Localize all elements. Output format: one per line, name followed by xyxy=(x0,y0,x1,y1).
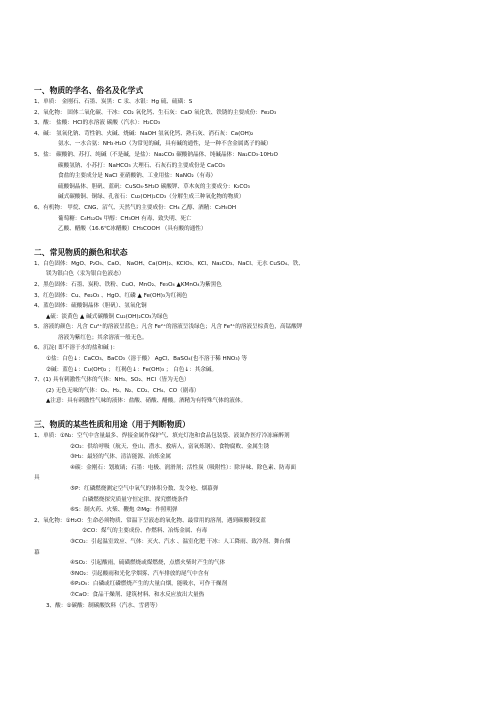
text-line: ⑤P：红磷燃烧测定空气中氧气的体积分数、发令枪、烟幕弹 xyxy=(70,486,219,492)
text-line: ⑥P₂O₅：白磷或红磷燃烧产生的大量白烟，能吸水，可作干燥剂 xyxy=(70,581,228,588)
text-line: 4、碱： 氢氧化钠、苛性钠、火碱、烧碱：NaOH 氢氧化钙、熟石灰、消石灰：Ca(OH)₂ xyxy=(34,130,254,137)
text-line: 碱式碳酸铜、铜绿、孔雀石：Cu₂(OH)₂CO₃（分解生成三种氧化物的物质） xyxy=(58,194,245,201)
text-line: 6、有机物： 甲烷、CNG、沼气、天然气的主要成份：CH₄ 乙醇、酒精：C₂H₅OH xyxy=(34,204,237,211)
text-line: 2、氧化物： 固体二氧化碳、干冰：CO₂ 氧化钙、生石灰：CaO 氧化铁、铁锈的主要成份：Fe₂O₃ xyxy=(34,109,277,116)
text-line: 具 xyxy=(34,475,40,482)
text-line: 乙酸、醋酸（16.6℃冰醋酸）CH₃COOH （具有酸的通性） xyxy=(58,226,207,233)
text-line: 硫酸铜晶体、胆矾、蓝矾：CuSO₄·5H₂O 碳酸钾、草木灰的主要成分：K₂CO₃ xyxy=(58,183,250,190)
text-line: 7、(1) 具有刺激性气体的气体：NH₃、SO₂、HCl（皆为无色） xyxy=(34,377,190,384)
text-line: 食盐的主要成分是 NaCl 亚硝酸钠、工业用盐：NaNO₂（有毒） xyxy=(58,173,217,180)
text-line: ③CO₂：引起温室效应、气体：灭火、汽水 、温室化肥 干冰：人工降雨、致冷剂、舞台烟 xyxy=(70,538,291,545)
text-line: ④碳：金刚石：划玻璃；石墨：电极、润滑剂；活性炭（吸附性）：除异味、除色素、防毒面 xyxy=(70,464,296,471)
text-line: ⑥S：制火药、火柴、鞭炮 ⑦Mg：作照明弹 xyxy=(70,507,178,514)
text-line: 氨水、一水合氨：NH₃·H₂O（为常见的碱，具有碱的通性，是一种不含金属离子的碱） xyxy=(58,141,272,148)
text-line: ③H₂：最轻的气体、清洁能源、冶炼金属 xyxy=(70,454,171,461)
text-line: ▲注意：具有刺激性气味的液体：盐酸、硝酸、醋酸。酒精为有特殊气体的液体。 xyxy=(46,398,247,405)
document-body xyxy=(34,84,474,611)
text-line: 3、红色固体：Cu、Fe₂O₃ 、HgO、红磷 ▲ Fe(OH)₃为红褐色 xyxy=(34,292,188,299)
section-heading: 二、常见物质的颜色和状态 xyxy=(34,247,128,257)
text-line: ②碱：蓝色↓：Cu(OH)₂ ； 红褐色↓：Fe(OH)₃ ； 白色↓：其余碱。 xyxy=(46,366,218,373)
text-line: ⑤NO₂：引起酸雨和光化学烟雾、汽车排放的尾气中含有 xyxy=(70,570,209,577)
text-line: ④SO₂：引起酸雨，硫磺燃烧或煤燃烧，点燃火柴时产生的气体 xyxy=(70,560,226,567)
text-line: ▲硫：淡黄色 ▲ 碱式碳酸铜 Cu₂(OH)₂CO₃为绿色 xyxy=(46,313,169,320)
text-line: 葡萄糖：C₆H₁₂O₆ 甲醇：CH₃OH 有毒、致失明、死亡 xyxy=(58,215,192,222)
text-line: 碳酸氢钠、小苏打：NaHCO₃ 大理石、石灰石的主要成份是 CaCO₃ xyxy=(58,162,225,169)
text-line: 5、溶液的颜色：凡含 Cu²⁺的溶液呈蓝色；凡含 Fe²⁺的溶液呈浅绿色；凡含 Fe³⁺的溶液呈棕黄色，高锰酸钾 xyxy=(34,324,303,331)
text-line: ①盐：白色↓：CaCO₃、BaCO₃（溶于酸） AgCl、BaSO₄(也不溶于稀 HNO₃) 等 xyxy=(46,356,248,363)
text-line: 2、氧化物：①H₂O：生命必须物质、常温下呈液态的氧化物、最常用的溶剂，遇到碳酸钢变蓝 xyxy=(34,517,266,524)
text-line: 1、白色固体：MgO、P₂O₅、CaO、 NaOH、Ca(OH)₂、KClO₃、KCl、Na₂CO₃、NaCl、无水 CuSO₄、铁、 xyxy=(34,260,304,267)
section-heading: 三、物质的某些性质和用途（用于判断物质） xyxy=(34,420,190,430)
text-line: 6、沉淀( 即不溶于水的盐和碱 )： xyxy=(34,345,119,352)
text-line: 5、盐： 碳酸钠、苏打、纯碱（不是碱，是盐）：Na₂CO₃ 碳酸钠晶体、纯碱晶体：Na₂CO₃·10H₂O xyxy=(34,151,278,158)
text-line: 3、酸：①碳酸：制碳酸饮料（汽水、雪碧等） xyxy=(46,602,161,609)
text-line: 3、酸： 盐酸：HCl的水溶液 碳酸（汽水）：H₂CO₃ xyxy=(34,120,161,127)
text-line: 4、蓝色固体：硫酸铜晶体（胆矾）、氢氧化铜 xyxy=(34,303,147,310)
text-line: ②CO：煤气的主要成份、作燃料、冶炼金属、有毒 xyxy=(82,528,208,535)
text-line: 1、单质：①N₂：空气中含量最多、焊接金属作保护气、填充灯泡和食品包装袋、液氮作医疗冷冻麻醉剂 xyxy=(34,433,290,440)
text-line: 幕 xyxy=(34,549,40,556)
text-line: 2、黑色固体：石墨、炭粉、铁粉、CuO、MnO₂、Fe₃O₄ ▲KMnO₄为紫黑色 xyxy=(34,281,222,288)
text-line: 镁为银白色（汞为银白色液态） xyxy=(46,271,125,278)
section-heading: 一、物质的学名、俗名及化学式 xyxy=(34,86,144,95)
text-line: 溶液为紫红色；其余溶液一般无色。 xyxy=(58,334,148,341)
text-line: ②O₂：供给呼吸（航天、登山、潜水、救病人，富氧炼钢）、食物腐败、金属生锈 xyxy=(70,443,270,450)
text-line: ⑦CaO：食品干燥剂、建筑材料、和水反应放出大量热 xyxy=(70,591,205,598)
text-line: 白磷燃烧探究质量守恒定律、探究燃烧条件 xyxy=(82,496,189,503)
text-line: (2) 无色无味的气体：O₂、H₂、N₂、CO₂、CH₄、CO（剧毒） xyxy=(46,387,200,394)
text-line: 1、单质： 金刚石、石墨、炭黑：C 汞、水银：Hg 硫、硫磺：S xyxy=(34,99,193,105)
